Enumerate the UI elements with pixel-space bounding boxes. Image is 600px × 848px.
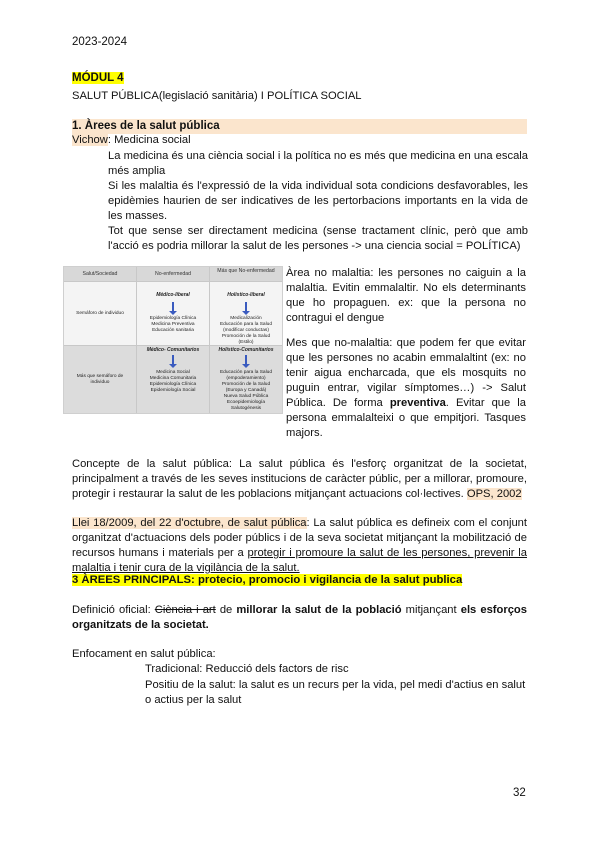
text-run: . Evitar que la persona emmalalteixi o que empitjori. Tasques majors. bbox=[286, 397, 526, 439]
table-cell-item: Promoción de la Salud bbox=[221, 334, 271, 339]
table-cell-item: Educación para la Salud bbox=[219, 322, 272, 327]
table-divider bbox=[209, 267, 210, 413]
table-cell-item: (empoderamiento) bbox=[226, 376, 266, 381]
table-divider bbox=[64, 345, 282, 346]
text-run-struck: Ciència i art bbox=[154, 604, 216, 616]
table-row-label: Semáforo de individuo bbox=[76, 310, 124, 316]
text-run-bold: els esforços organitzats de la societat. bbox=[72, 604, 527, 631]
table-cell-item: Medicina Preventiva bbox=[151, 322, 195, 327]
table-cell-item: Medicina Comunitaria bbox=[149, 376, 197, 381]
table-cell-item: (Estilo) bbox=[238, 340, 254, 345]
document-year: 2023-2024 bbox=[72, 36, 127, 48]
paragraph-definicio bbox=[72, 603, 527, 633]
table-cell bbox=[210, 282, 282, 345]
table-row-label: Más que semáforo de individuo bbox=[64, 346, 136, 413]
text-run: Mes que no-malaltia: que podem fer que evitar que les persones no acabin emmalaltint (ex: no tenir aigua encharcada, que els mosquits no puguin entrar, vigilar símptomes…) -> Salut Pública. De forma bbox=[286, 337, 526, 409]
vichow-label: Vichow bbox=[72, 134, 108, 146]
table-cell bbox=[210, 346, 282, 413]
table-cell-item: Educación para la Salud bbox=[219, 370, 272, 375]
table-cell-item: Medicina Social bbox=[156, 370, 190, 375]
arrow-down-icon bbox=[172, 302, 174, 312]
text-run: Concepte de la salut pública: La salut pública és l'esforç organitzat de la societat, principalment a través de les seves institucions de caràcter públic, per a millorar, promoure, protegir i restaurar la salut de les poblacions mitjançant actuacions col·lectives. bbox=[72, 458, 527, 500]
table-header: Salut/Sociedad bbox=[64, 267, 136, 281]
table-cell-item: Epidemiología Clínica bbox=[149, 316, 197, 321]
table-cell-item: (Europa y Canadá) bbox=[225, 388, 267, 393]
arrow-down-icon bbox=[245, 302, 247, 312]
page-number: 32 bbox=[513, 787, 526, 799]
text-run: : La salut pública es defineix com el conjunt organitzat d'actuacions dels poder públics i de la seva societat mitjançant la mobilització de recursos humans i materials per a bbox=[72, 517, 528, 559]
citation-source: OPS, 2002 bbox=[466, 488, 522, 500]
paragraph-llei bbox=[72, 516, 527, 576]
table-header: No-enfermedad bbox=[137, 267, 209, 281]
vichow-line bbox=[72, 134, 191, 146]
table-header: Más que No-enfermedad bbox=[210, 267, 282, 281]
vichow-text: : Medicina social bbox=[107, 134, 191, 146]
enfocament-title: Enfocament en salut pública: bbox=[72, 648, 216, 660]
three-areas-heading: 3 ÀREES PRINCIPALS: protecio, promocio i vigilancia de la salut publica bbox=[72, 574, 463, 586]
text-run: de bbox=[215, 604, 237, 616]
text-run-underlined: protegir i promoure la salut de les persones, prevenir la malaltia i tenir cura de la vigilància de la salut. bbox=[72, 547, 527, 574]
table-cell-item: Ecoepidemiología bbox=[226, 400, 266, 405]
table-cell-item: Epidemiología Social bbox=[150, 388, 196, 393]
table-cell-title: Médico-liberal bbox=[156, 292, 190, 298]
table-cell-item: Promoción de la Salud bbox=[221, 382, 271, 387]
section-title: 1. Àrees de la salut pública bbox=[72, 119, 527, 134]
paragraph-politics: Tot que sense ser directament medicina (sense tractament clínic, però que amb l'acció es podria millorar la salut de les persones -> una ciencia social = POLÍTICA) bbox=[108, 225, 528, 252]
table-cell-item: Educación sanitaria bbox=[152, 328, 194, 333]
arrow-down-icon bbox=[245, 355, 247, 365]
module-title: MÓDUL 4 bbox=[72, 72, 124, 84]
text-run-bold: millorar la salut de la població bbox=[236, 604, 402, 616]
text-run: mitjançant bbox=[401, 604, 461, 616]
paragraph-no-malaltia: Àrea no malaltia: les persones no caiguin a la malaltia. Evitin emmalaltir. No els determinants que ho propaguen. ex: que la persona no contragui el dengue bbox=[286, 267, 526, 324]
health-models-table bbox=[63, 266, 283, 414]
paragraph-mes-que-no-malaltia bbox=[286, 336, 526, 441]
table-cell-title: Holístico-Comunitarios bbox=[218, 347, 274, 353]
arrow-down-icon bbox=[172, 355, 174, 365]
table-cell-item: Salutogénesis bbox=[230, 406, 262, 411]
table-cell-item: Epidemiología Clínica bbox=[149, 382, 197, 387]
table-cell-title: Holístico-liberal bbox=[227, 292, 265, 298]
table-cell bbox=[137, 282, 209, 345]
table-cell-item: Nueva Salud Pública bbox=[223, 394, 269, 399]
table-divider bbox=[64, 281, 282, 282]
enfocament-tradicional: Tradicional: Reducció dels factors de risc bbox=[145, 663, 349, 675]
table-divider bbox=[136, 267, 137, 413]
text-run: Definició oficial: bbox=[72, 604, 155, 616]
enfocament-positiu: Positiu de la salut: la salut es un recurs per la vida, pel medi d'actius en salut o actius per la salut bbox=[145, 679, 526, 706]
table-cell bbox=[137, 346, 209, 413]
law-title: Llei 18/2009, del 22 d'octubre, de salut pública bbox=[72, 517, 307, 529]
module-subtitle: SALUT PÚBLICA(legislació sanitària) I POLÍTICA SOCIAL bbox=[72, 90, 362, 102]
table-cell-item: (modificar conductas) bbox=[223, 328, 269, 333]
table-cell-title: Médico- Comunitarios bbox=[146, 347, 200, 353]
paragraph-epidemics: Si les malaltia és l'expressió de la vida individual sota condicions desfavorables, les epidèmies haurien de ser indicatives de les pertorbacions importants en la vida de les masses. bbox=[108, 180, 528, 222]
text-run-bold: preventiva bbox=[389, 397, 446, 409]
paragraph-medicine-social: La medicina és una ciència social i la política no es més que medicina en una escala més amplia bbox=[108, 150, 528, 177]
paragraph-concepte bbox=[72, 457, 527, 502]
table-cell-item: Medicalización bbox=[230, 316, 262, 321]
